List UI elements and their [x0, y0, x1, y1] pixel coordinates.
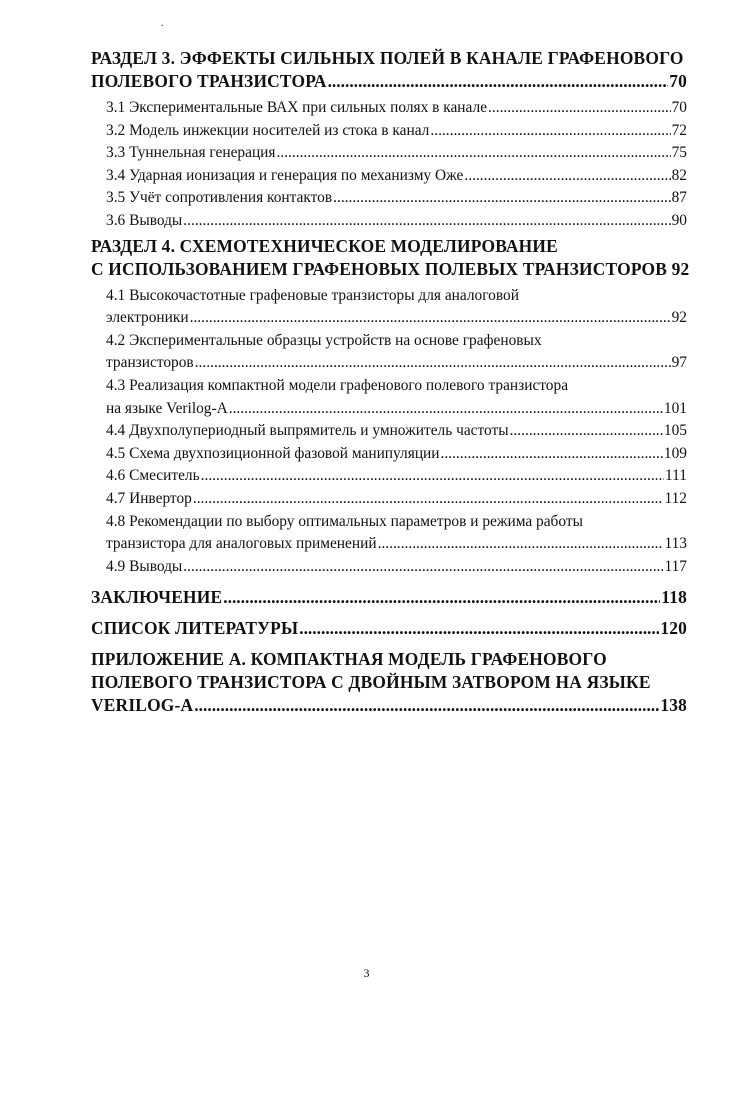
- dot-leader: [194, 694, 659, 717]
- toc-item-page: 82: [671, 166, 687, 184]
- toc-item-text: 4.7 Инвертор: [106, 489, 192, 507]
- dot-leader: [299, 617, 659, 640]
- toc-item-text: 3.2 Модель инжекции носителей из стока в канал: [106, 121, 430, 139]
- toc-item-text-line2: транзисторов: [106, 354, 194, 372]
- toc-item-3-2[interactable]: [91, 120, 687, 143]
- dot-leader: [441, 443, 663, 466]
- toc-item-text: 3.1 Экспериментальные ВАХ при сильных полях в канале: [106, 99, 488, 116]
- references-title: СПИСОК ЛИТЕРАТУРЫ: [91, 618, 299, 639]
- toc-item-3-5[interactable]: [91, 187, 687, 210]
- toc-item-page: 111: [665, 467, 687, 485]
- toc-item-text: 4.4 Двухполупериодный выпрямитель и умножитель частоты: [106, 422, 509, 440]
- toc-item-3-6[interactable]: [91, 210, 687, 233]
- dot-leader: [223, 586, 660, 609]
- toc-item-4-1[interactable]: [91, 285, 687, 330]
- dot-leader: [190, 307, 671, 330]
- toc-item-text-line2: на языке Verilog-A: [106, 399, 228, 417]
- toc-item-page: 113: [664, 535, 687, 553]
- dot-leader: [430, 120, 670, 143]
- conclusion-title: ЗАКЛЮЧЕНИЕ: [91, 587, 223, 608]
- dot-leader: [183, 556, 663, 579]
- section-3-title-text: ПОЛЕВОГО ТРАНЗИСТОРА: [91, 71, 327, 91]
- dot-leader: [195, 352, 671, 375]
- toc-item-page: 75: [671, 144, 687, 162]
- toc-item-text: 3.5 Учёт сопротивления контактов: [106, 189, 333, 207]
- toc-section-3[interactable]: [91, 47, 687, 93]
- toc-item-text: 4.9 Выводы: [106, 557, 183, 575]
- toc-item-4-2[interactable]: [91, 330, 687, 375]
- toc-item-text: 3.6 Выводы: [106, 211, 183, 229]
- toc-item-4-5[interactable]: [91, 443, 687, 466]
- toc-item-4-3[interactable]: [91, 375, 687, 420]
- appendix-title-line1: ПРИЛОЖЕНИЕ А. КОМПАКТНАЯ МОДЕЛЬ ГРАФЕНОВОГО: [91, 649, 607, 670]
- toc-item-4-6[interactable]: [91, 465, 687, 488]
- toc-item-4-7[interactable]: [91, 488, 687, 511]
- toc-item-4-8[interactable]: [91, 511, 687, 556]
- toc-item-text-line2: транзистора для аналоговых применений: [106, 535, 377, 553]
- dot-leader: [333, 187, 670, 210]
- dot-leader: [277, 142, 671, 165]
- dot-leader: [229, 398, 663, 421]
- toc-conclusion[interactable]: [91, 586, 687, 609]
- toc-item-page: 70: [671, 99, 687, 116]
- toc-item-page: 92: [671, 309, 687, 327]
- dot-leader: [510, 420, 663, 443]
- appendix-title-line2: ПОЛЕВОГО ТРАНЗИСТОРА С ДВОЙНЫМ ЗАТВОРОМ НА ЯЗЫКЕ: [91, 672, 651, 693]
- toc-item-page: 112: [664, 489, 687, 507]
- toc-item-text-line1: 4.3 Реализация компактной модели графенового полевого транзистора: [106, 376, 569, 394]
- toc-references[interactable]: [91, 617, 687, 640]
- toc-item-page: 97: [671, 354, 687, 372]
- toc-item-page: 72: [671, 121, 687, 139]
- stray-mark: .: [161, 18, 164, 29]
- toc-item-line2: [106, 398, 687, 421]
- section-4-title-line1: РАЗДЕЛ 4. СХЕМОТЕХНИЧЕСКОЕ МОДЕЛИРОВАНИЕ: [91, 235, 558, 256]
- toc-item-line2: [106, 352, 687, 375]
- appendix-title-text: VERILOG-A: [91, 695, 194, 716]
- appendix-page: 138: [660, 695, 687, 716]
- toc-item-page: 105: [663, 422, 687, 440]
- toc-item-text: 3.4 Ударная ионизация и генерация по механизму Оже: [106, 166, 464, 184]
- appendix-title-line3: [91, 694, 687, 717]
- toc-item-text-line1: 4.1 Высокочастотные графеновые транзисторы для аналоговой: [106, 286, 519, 304]
- toc-item-page: 87: [671, 189, 687, 207]
- toc-item-4-4[interactable]: [91, 420, 687, 443]
- toc-item-text-line2: электроники: [106, 309, 189, 327]
- toc-item-text-line1: 4.2 Экспериментальные образцы устройств на основе графеновых: [106, 331, 542, 349]
- toc-item-3-4[interactable]: [91, 165, 687, 188]
- section-3-title-line2: [91, 70, 687, 93]
- toc-item-4-9[interactable]: [91, 556, 687, 579]
- toc-item-3-3[interactable]: [91, 142, 687, 165]
- dot-leader: [328, 70, 669, 93]
- toc-item-page: 109: [663, 444, 687, 462]
- toc-item-page: 117: [664, 557, 687, 575]
- dot-leader: [183, 210, 670, 233]
- toc-item-page: 90: [671, 211, 687, 229]
- toc-item-text: 3.3 Туннельная генерация: [106, 144, 276, 162]
- toc-item-line2: [106, 307, 687, 330]
- section-4-title-line2: С ИСПОЛЬЗОВАНИЕМ ГРАФЕНОВЫХ ПОЛЕВЫХ ТРАНЗИСТОРОВ 92: [91, 258, 690, 279]
- conclusion-page: 118: [661, 587, 687, 608]
- dot-leader: [201, 465, 664, 488]
- references-page: 120: [660, 618, 687, 639]
- toc-item-text-line1: 4.8 Рекомендации по выбору оптимальных параметров и режима работы: [106, 512, 583, 530]
- dot-leader: [464, 165, 670, 188]
- dot-leader: [193, 488, 664, 511]
- toc-item-text: 4.6 Смеситель: [106, 467, 200, 485]
- toc-item-page: 101: [663, 399, 687, 417]
- table-of-contents: [91, 47, 690, 717]
- dot-leader: [488, 97, 671, 120]
- toc-section-4[interactable]: [91, 235, 690, 281]
- section-3-page: 70: [669, 71, 687, 91]
- toc-item-3-1[interactable]: [91, 97, 687, 120]
- toc-appendix[interactable]: [91, 648, 687, 717]
- toc-item-line2: [106, 533, 687, 556]
- section-3-title-line1: РАЗДЕЛ 3. ЭФФЕКТЫ СИЛЬНЫХ ПОЛЕЙ В КАНАЛЕ ГРАФЕНОВОГО: [91, 48, 684, 68]
- page-number: 3: [363, 966, 370, 980]
- dot-leader: [378, 533, 664, 556]
- toc-item-text: 4.5 Схема двухпозиционной фазовой манипуляции: [106, 444, 440, 462]
